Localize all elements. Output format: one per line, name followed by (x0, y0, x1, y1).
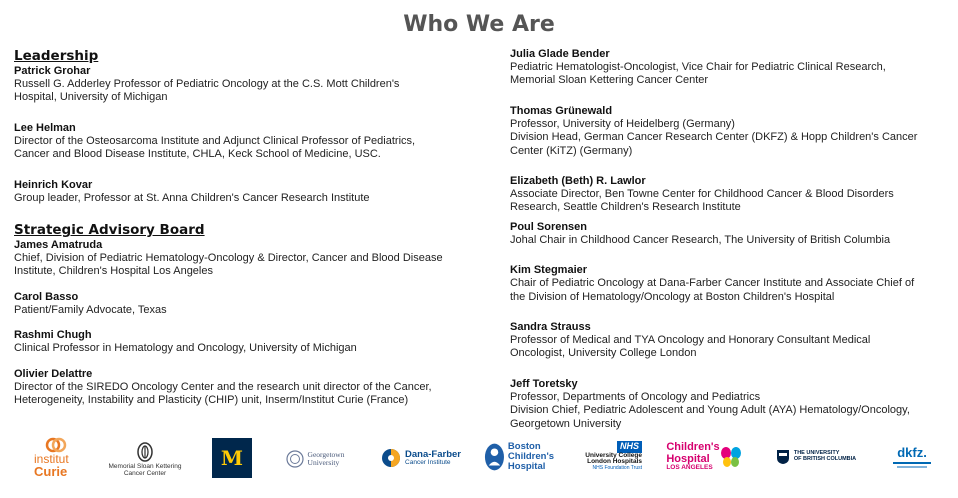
dana-line1: Dana-Farber (405, 448, 461, 460)
person-entry (14, 368, 484, 408)
person-entry (14, 239, 484, 279)
mskcc-logo (104, 438, 186, 482)
ucl-line3: NHS Foundation Trust (592, 465, 642, 472)
ucl-line2: London Hospitals (587, 458, 642, 466)
person-entry (14, 329, 484, 355)
nhs-badge: NHS (617, 441, 642, 453)
person-role: Director of the Osteosarcoma Institute and Adjunct Clinical Professor of Pediatrics, Cancer and Blood Disease Institute, CHLA, Keck School of Medicine, USC. (14, 134, 416, 161)
uclh-logo (576, 436, 642, 476)
ubc-text: THE UNIVERSITY OF BRITISH COLUMBIA (793, 450, 857, 462)
person-name: Patrick Grohar (14, 65, 91, 77)
person-entry (510, 175, 940, 215)
georgetown-line1: Georgetown (307, 450, 345, 460)
person-role: Russell G. Adderley Professor of Pediatric Oncology at the C.S. Mott Children's Hospital, University of Michigan (14, 78, 400, 104)
georgetown-logo (280, 444, 350, 474)
person-entry (14, 179, 484, 205)
person-entry (510, 321, 940, 361)
person-entry (14, 122, 484, 162)
curie-line2: Curie (34, 464, 68, 480)
curie-line1: institut (34, 451, 69, 466)
person-name: Sandra Strauss (510, 321, 591, 334)
person-role: Associate Director, Ben Towne Center for Childhood Cancer & Blood Disorders Research, Seattle Children's Research Institute (510, 188, 894, 214)
georgetown-line2: University (307, 458, 340, 467)
ucl-line1: University College (585, 451, 642, 459)
person-role: Professor of Medical and TYA Oncology and Honorary Consultant Medical Oncologist, University College London (510, 334, 871, 360)
person-entry (510, 221, 940, 247)
partner-logos (0, 432, 958, 486)
ubc-crest-icon (776, 449, 790, 465)
chla-line2: Hospital (666, 452, 710, 465)
page-title: Who We Are (403, 12, 555, 37)
person-name: Carol Basso (14, 290, 79, 303)
person-role: Johal Chair in Childhood Cancer Research, The University of British Columbia (510, 233, 891, 246)
person-entry (14, 291, 484, 317)
dana-farber-emblem-icon (381, 448, 401, 468)
person-role: Patient/Family Advocate, Texas (14, 303, 167, 316)
person-name: Kim Stegmaier (510, 264, 588, 277)
person-role: Professor, University of Heidelberg (Germany) Division Head, German Cancer Research Center (DKFZ) & Hopp Children's Cancer Center (KiTZ) (Germany) (510, 117, 918, 157)
person-entry (14, 65, 484, 105)
boston-childrens-logo (484, 438, 554, 476)
boston-line1: Boston (507, 441, 541, 453)
person-name: James Amatruda (14, 239, 103, 252)
person-entry (510, 48, 940, 88)
person-name: Rashmi Chugh (14, 329, 92, 342)
dana-line2: Cancer Institute (405, 458, 451, 466)
right-column (510, 48, 940, 431)
left-column (14, 48, 484, 407)
dkfz-wordmark: dkfz. (897, 445, 927, 460)
curie-rings-icon (44, 437, 68, 453)
person-name: Lee Helman (14, 121, 76, 134)
person-role: Pediatric Hematologist-Oncologist, Vice Chair for Pediatric Clinical Research, Memorial Sloan Kettering Cancer Center (510, 61, 886, 87)
chla-line1: Children's (666, 441, 720, 454)
person-name: Olivier Delattre (14, 367, 93, 380)
michigan-block-m: M (220, 446, 244, 470)
person-entry (510, 264, 940, 304)
michigan-logo (212, 438, 252, 478)
dana-farber-logo (378, 444, 464, 472)
person-role: Director of the SIREDO Oncology Center and the research unit director of the Cancer, Heterogeneity, Instability and Plasticity (CHIP) unit, Inserm/Institut Curie (France) (14, 380, 432, 407)
mskcc-line1: Memorial Sloan Kettering (108, 463, 182, 471)
person-role: Clinical Professor in Hematology and Oncology, University of Michigan (14, 342, 357, 355)
person-role: Group leader, Professor at St. Anna Children's Cancer Research Institute (14, 191, 370, 204)
leadership-heading: Leadership (14, 48, 99, 64)
boston-line2: Children's (507, 451, 554, 463)
person-entry (510, 105, 940, 158)
mskcc-line2: Cancer Center (123, 470, 167, 477)
person-role: Chief, Division of Pediatric Hematology-Oncology & Director, Cancer and Blood Disease Institute, Children's Hospital Los Angeles (14, 252, 443, 278)
dkfz-underline (893, 462, 931, 464)
dkfz-underline-secondary (897, 466, 927, 468)
dkfz-logo (886, 442, 938, 472)
advisory-board-heading: Strategic Advisory Board (14, 222, 205, 239)
butterfly-icon (720, 446, 742, 468)
chla-line3: LOS ANGELES (666, 464, 713, 472)
mskcc-emblem-icon (136, 442, 154, 462)
georgetown-seal-icon (286, 450, 304, 468)
person-role: Chair of Pediatric Oncology at Dana-Farber Cancer Institute and Associate Chief of the Division of Hematology/Oncology at Boston Children's Hospital (510, 277, 915, 303)
boston-childrens-emblem-icon (484, 442, 505, 472)
person-name: Heinrich Kovar (14, 178, 93, 191)
person-entry (510, 378, 940, 431)
chla-logo (664, 438, 744, 476)
person-name: Jeff Toretsky (510, 377, 578, 390)
person-role: Professor, Departments of Oncology and Pediatrics Division Chief, Pediatric Adolescent and Young Adult (AYA) Hematology/Oncology, Georgetown University (510, 390, 910, 430)
institut-curie-logo (28, 434, 84, 482)
boston-line3: Hospital (507, 460, 546, 472)
person-name: Julia Glade Bender (510, 48, 610, 60)
person-name: Poul Sorensen (510, 220, 588, 233)
person-name: Thomas Grünewald (510, 104, 613, 117)
person-name: Elizabeth (Beth) R. Lawlor (510, 175, 646, 188)
ubc-logo (770, 446, 862, 468)
